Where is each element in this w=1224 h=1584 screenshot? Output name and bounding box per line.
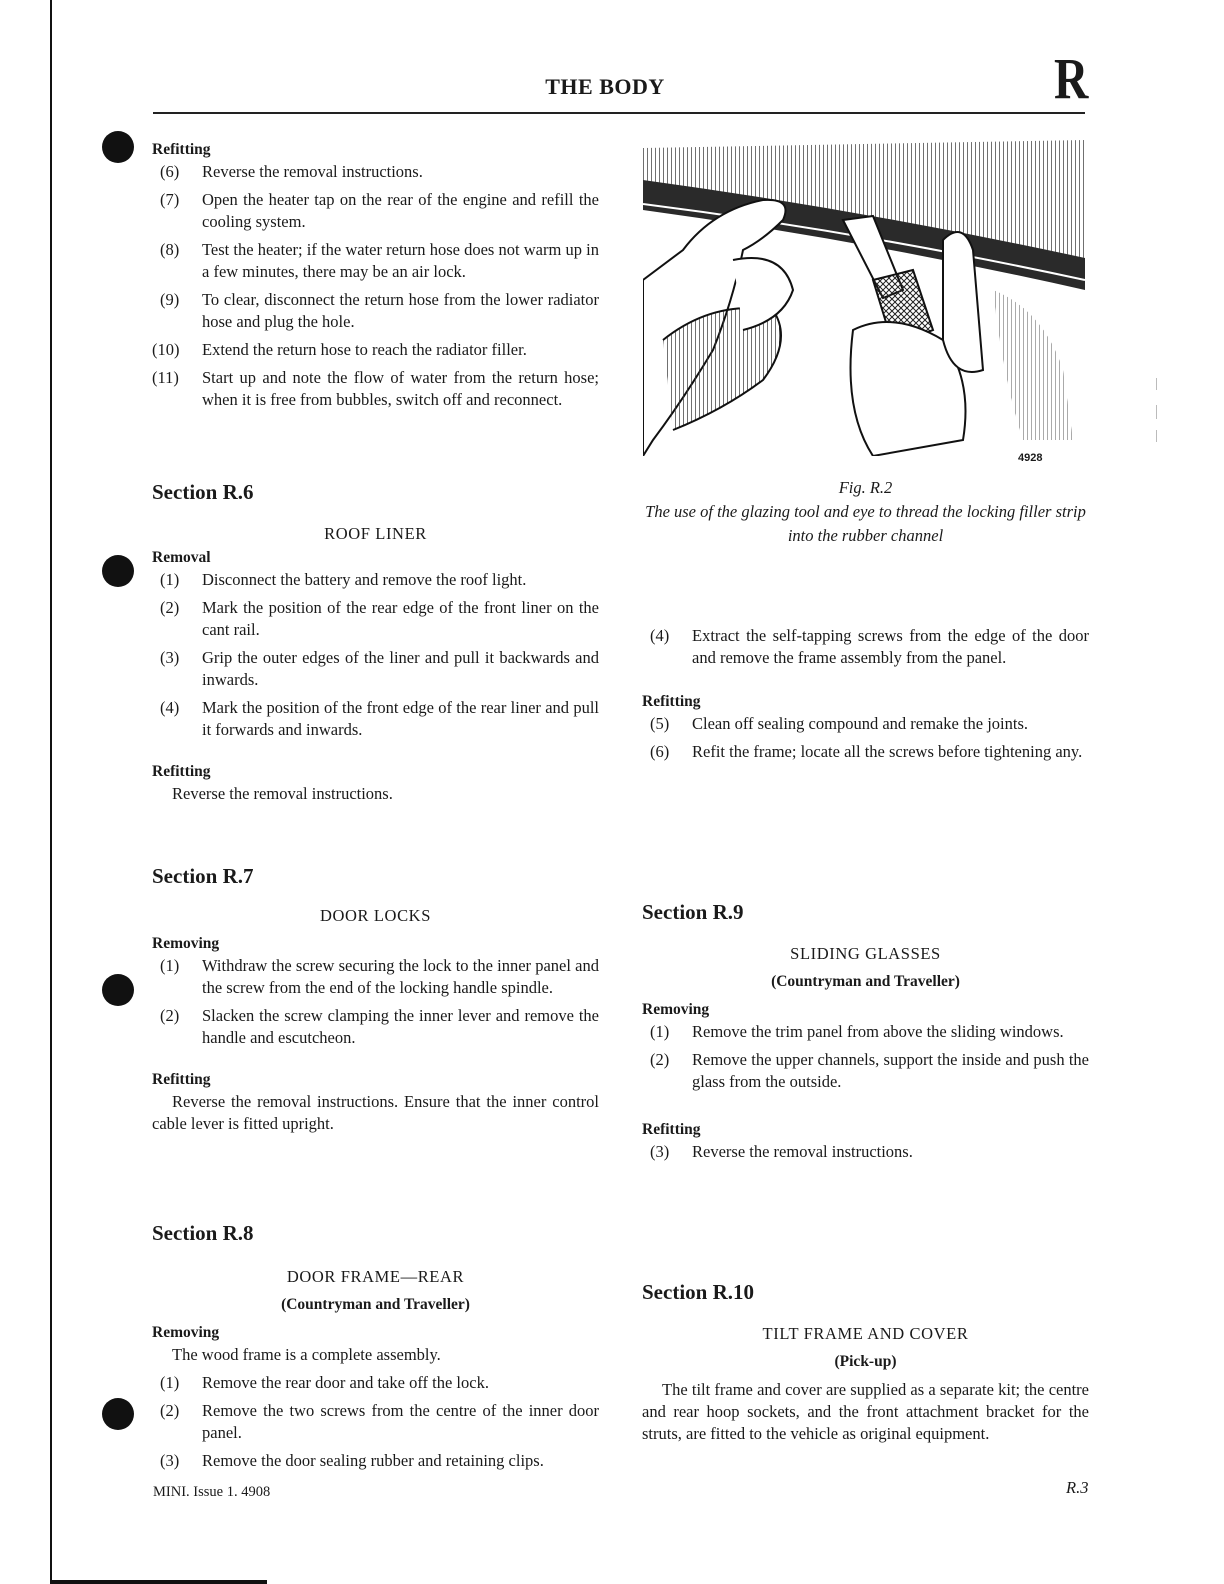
removing-label: Removing: [152, 1324, 220, 1341]
list-item: [642, 741, 1089, 763]
item-number: (4): [160, 698, 180, 717]
figure-number-tag: 4928: [1018, 452, 1043, 464]
removing-label: Removing: [642, 1001, 710, 1018]
intro-text: The wood frame is a complete assembly.: [172, 1345, 441, 1364]
section-heading: Section R.8: [152, 1221, 254, 1245]
refitting-text: Reverse the removal instructions.: [172, 784, 393, 803]
section-title: SLIDING GLASSES: [790, 944, 941, 963]
refitting-label: Refitting: [152, 763, 211, 780]
item-text: Refit the frame; locate all the screws before tightening any.: [692, 742, 1083, 761]
item-text: Remove the rear door and take off the lock.: [202, 1373, 489, 1392]
section-title: DOOR LOCKS: [320, 906, 431, 925]
item-number: (5): [650, 714, 670, 733]
section-heading: Section R.9: [642, 900, 744, 924]
item-text: Reverse the removal instructions.: [692, 1142, 913, 1161]
item-text: Remove the trim panel from above the sliding windows.: [692, 1022, 1064, 1041]
section-subtitle: (Countryman and Traveller): [281, 1296, 470, 1313]
figure-caption-block: [642, 476, 1089, 548]
footer-issue: MINI. Issue 1. 4908: [153, 1484, 271, 1500]
item-text: Extend the return hose to reach the radiator filler.: [202, 340, 527, 359]
item-text: Mark the position of the rear edge of the front liner on the cant rail.: [202, 598, 599, 639]
scan-mark: [1156, 430, 1157, 442]
section-r8-continued: [642, 625, 1089, 769]
section-subtitle: (Countryman and Traveller): [771, 973, 960, 990]
item-text: Remove the upper channels, support the inside and push the glass from the outside.: [692, 1050, 1089, 1091]
item-text: Withdraw the screw securing the lock to the inner panel and the screw from the end of the locking handle spindle.: [202, 956, 599, 997]
refitting-label: Refitting: [152, 1071, 211, 1088]
list-item: [642, 1141, 1089, 1163]
refitting-label: Refitting: [642, 1121, 701, 1138]
list-item: [152, 1372, 599, 1394]
list-item: [642, 1021, 1089, 1043]
sleeve-hatching: [993, 290, 1073, 440]
list-item: [152, 161, 599, 183]
item-text: Open the heater tap on the rear of the engine and refill the cooling system.: [202, 190, 599, 231]
page-bottom-edge: [52, 1580, 267, 1584]
item-text: Mark the position of the front edge of the rear liner and pull it forwards and inwards.: [202, 698, 599, 739]
punch-hole: [102, 555, 134, 587]
section-title: TILT FRAME AND COVER: [762, 1324, 969, 1343]
item-number: (4): [650, 626, 670, 645]
list-item: [152, 697, 599, 741]
punch-hole: [102, 1398, 134, 1430]
item-text: Reverse the removal instructions.: [202, 162, 423, 181]
list-item: [152, 1400, 599, 1444]
refitting-label: Refitting: [642, 693, 701, 710]
list-item: [152, 597, 599, 641]
removal-label: Removal: [152, 549, 211, 566]
figure-glazing-tool: [643, 140, 1085, 456]
item-number: (2): [160, 598, 180, 617]
list-item: [642, 713, 1089, 735]
section-text: The tilt frame and cover are supplied as a separate kit; the centre and rear hoop sockets, and the front attachment bracket for the struts, are fitted to the vehicle as original equipment.: [642, 1380, 1089, 1443]
page-left-edge: [50, 0, 52, 1584]
list-item: [152, 647, 599, 691]
item-text: Extract the self-tapping screws from the edge of the door and remove the frame assembly from the panel.: [692, 626, 1089, 667]
item-text: Slacken the screw clamping the inner lever and remove the handle and escutcheon.: [202, 1006, 599, 1047]
refitting-label: Refitting: [152, 141, 211, 158]
figure-label: Fig. R.2: [838, 478, 893, 497]
item-number: (6): [160, 162, 180, 181]
section-title: DOOR FRAME—REAR: [286, 1267, 465, 1286]
list-item: [152, 955, 599, 999]
item-text: Start up and note the flow of water from the return hose; when it is free from bubbles, switch off and reconnect.: [202, 368, 599, 409]
section-title: ROOF LINER: [324, 524, 427, 543]
section-r7: [152, 865, 599, 1135]
page-number: R.3: [1066, 1478, 1089, 1497]
item-number: (3): [160, 648, 180, 667]
item-number: (2): [160, 1006, 180, 1025]
item-text: Remove the two screws from the centre of the inner door panel.: [202, 1401, 599, 1442]
removing-label: Removing: [152, 935, 220, 952]
item-number: (6): [650, 742, 670, 761]
list-item: [642, 1049, 1089, 1093]
list-item: [152, 239, 599, 283]
section-heading: Section R.6: [152, 480, 254, 504]
scan-mark: [1156, 378, 1157, 390]
scan-mark: [1156, 405, 1157, 419]
punch-hole: [102, 131, 134, 163]
punch-hole: [102, 974, 134, 1006]
item-number: (7): [160, 190, 180, 209]
item-number: (10): [152, 340, 180, 359]
page-title: THE BODY: [545, 74, 665, 99]
item-number: (1): [160, 956, 180, 975]
item-number: (9): [160, 290, 180, 309]
item-text: Grip the outer edges of the liner and pull it backwards and inwards.: [202, 648, 599, 689]
item-text: Disconnect the battery and remove the roof light.: [202, 570, 527, 589]
list-item: [152, 1005, 599, 1049]
section-r6: [152, 481, 599, 805]
list-item: [152, 367, 599, 411]
item-number: (2): [650, 1050, 670, 1069]
list-item: [642, 625, 1089, 669]
item-number: (2): [160, 1401, 180, 1420]
item-number: (8): [160, 240, 180, 259]
item-text: Test the heater; if the water return hose does not warm up in a few minutes, there may be an air lock.: [202, 240, 599, 281]
chapter-letter: R: [1054, 46, 1089, 111]
item-number: (1): [160, 570, 180, 589]
list-item: [152, 569, 599, 591]
list-item: [152, 289, 599, 333]
item-number: (1): [650, 1022, 670, 1041]
item-text: Clean off sealing compound and remake the joints.: [692, 714, 1029, 733]
section-r10: [642, 1281, 1089, 1445]
item-number: (3): [650, 1142, 670, 1161]
refitting-text: Reverse the removal instructions. Ensure that the inner control cable lever is fitted upright.: [152, 1092, 599, 1133]
figure-caption: The use of the glazing tool and eye to thread the locking filler strip into the rubber channel: [645, 502, 1086, 545]
list-item: [152, 189, 599, 233]
section-heading: Section R.7: [152, 864, 254, 888]
item-number: (3): [160, 1451, 180, 1470]
item-text: Remove the door sealing rubber and retaining clips.: [202, 1451, 544, 1470]
header-rule: [153, 112, 1085, 114]
refitting-continued: [152, 139, 599, 417]
list-item: [152, 1450, 599, 1472]
section-subtitle: (Pick-up): [834, 1353, 897, 1370]
left-hand-knuckle: [733, 258, 793, 330]
list-item: [152, 339, 599, 361]
item-text: To clear, disconnect the return hose from the lower radiator hose and plug the hole.: [202, 290, 599, 331]
section-heading: Section R.10: [642, 1280, 754, 1304]
item-number: (11): [152, 368, 179, 387]
section-r8: [152, 1222, 599, 1478]
section-r9: [642, 901, 1089, 1169]
item-number: (1): [160, 1373, 180, 1392]
